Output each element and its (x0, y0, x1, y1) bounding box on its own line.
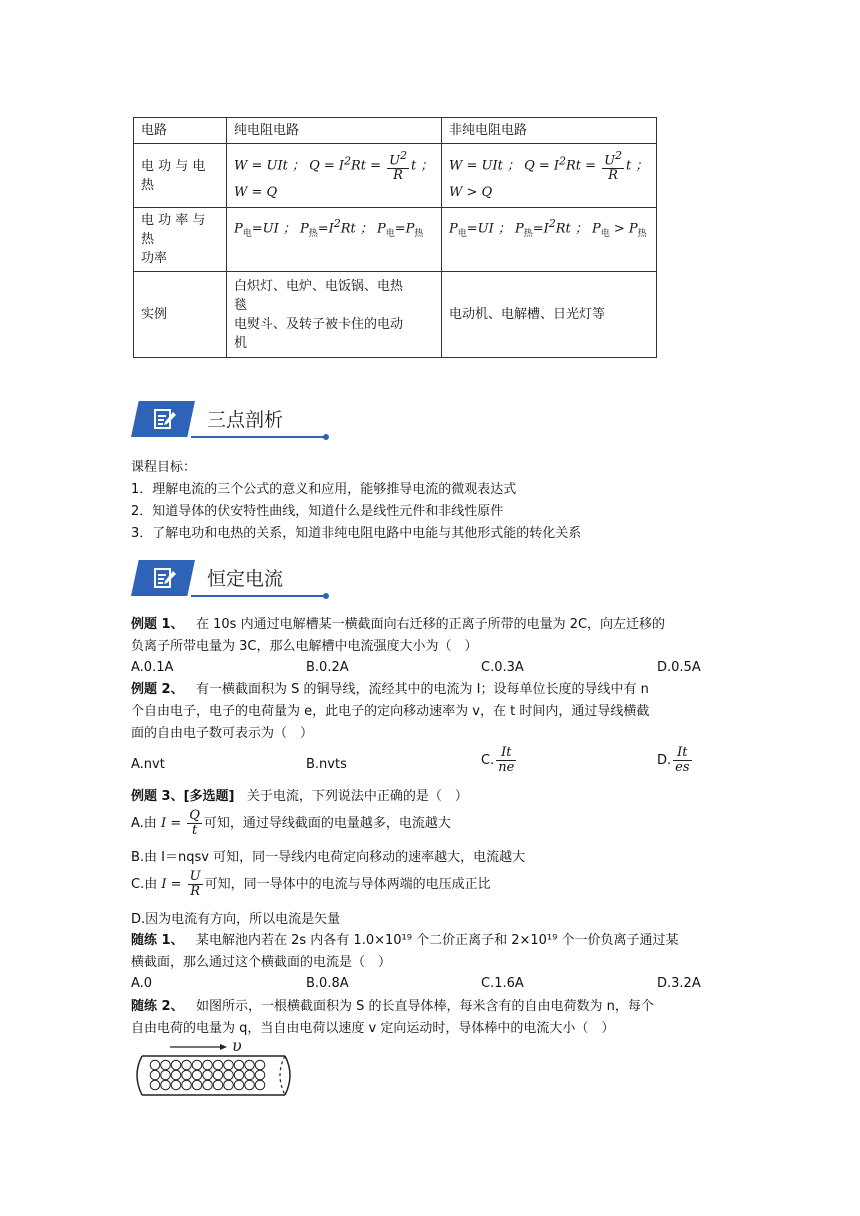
question-text: 关于电流，下列说法中正确的是（ ） (246, 789, 468, 804)
charge-circle (150, 1070, 160, 1080)
charge-circle (150, 1060, 160, 1070)
option-d: D.0.5A (657, 660, 701, 675)
option-d: D.因为电流有方向，所以电流是矢量 (131, 912, 341, 927)
charge-circle (192, 1080, 202, 1090)
goal-item: 2．知道导体的伏安特性曲线，知道什么是线性元件和非线性原件 (131, 504, 504, 519)
fraction-It-over-es: $\frac{It}{es}$ (675, 745, 690, 775)
option-c: C.由 I = $\frac{U}{R}$ 可知，同一导体中的电流与导体两端的电压成正比 (131, 869, 491, 899)
charge-circle (161, 1060, 171, 1070)
table-header-cell: 非纯电阻电路 (442, 118, 657, 144)
charge-circle (245, 1060, 255, 1070)
question-1 (131, 615, 665, 635)
work-heat-formula: W = UIt ； $Q = I^2Rt$ = $\frac{U^2}{R}$ t ； (449, 148, 649, 184)
charge-circle (171, 1070, 181, 1080)
charge-circle (255, 1080, 265, 1090)
practice-1 (131, 931, 678, 951)
fraction-U-over-R: $\frac{U}{R}$ (189, 869, 201, 899)
formula-cell (227, 144, 442, 208)
charge-circle (224, 1070, 234, 1080)
row-label-line: 热 (141, 232, 155, 247)
charge-circle (203, 1070, 213, 1080)
charge-circle (234, 1080, 244, 1090)
row-label (134, 208, 227, 272)
charge-circle (161, 1070, 171, 1080)
charge-circle (203, 1060, 213, 1070)
example-cell (227, 272, 442, 358)
charge-circle (192, 1070, 202, 1080)
charge-circle (234, 1070, 244, 1080)
table-row (134, 144, 657, 208)
charge-circle (182, 1060, 192, 1070)
table-header-cell: 电路 (134, 118, 227, 144)
example-cell: 电动机、电解槽、日光灯等 (442, 272, 657, 358)
option-a: A.nvt (131, 757, 165, 772)
charge-circle (182, 1080, 192, 1090)
velocity-label: υ (232, 1038, 242, 1055)
example-line: 机 (234, 335, 248, 351)
table-row (134, 118, 657, 144)
charge-circle (255, 1070, 265, 1080)
option-d: D.3.2A (657, 976, 701, 991)
power-formula: $P_电=UI$ ； $P_热=I^2Rt$ ； $P_电 > P_热$ (449, 217, 647, 239)
row-label (134, 144, 227, 208)
section-title: 恒定电流 (207, 568, 284, 590)
option-c: C.0.3A (481, 660, 524, 675)
free-charges (150, 1060, 265, 1090)
practice-2 (131, 997, 654, 1017)
question-3 (131, 787, 468, 807)
table-header-cell: 纯电阻电路 (227, 118, 442, 144)
formula-cell (442, 144, 657, 208)
charge-circle (255, 1060, 265, 1070)
rod-right-end (285, 1056, 290, 1095)
question-label: 例题 2、 (131, 682, 184, 697)
notepad-pencil-icon (153, 407, 177, 431)
question-text: 如图所示，一根横截面积为 S 的长直导体棒，每米含有的自由电荷数为 n，每个 (195, 999, 654, 1014)
charge-circle (161, 1080, 171, 1090)
option-b: B.0.8A (306, 976, 349, 991)
charge-circle (182, 1070, 192, 1080)
fraction-It-over-ne: $\frac{It}{ne}$ (498, 745, 515, 775)
arrow-head (220, 1044, 227, 1050)
question-text: 在 10s 内通过电解槽某一横截面向右迁移的正离子所带的电量为 2C，向左迁移的 (195, 617, 666, 632)
notepad-pencil-icon (153, 566, 177, 590)
charge-circle (224, 1080, 234, 1090)
question-text: 面的自由电子数可表示为（ ） (131, 726, 314, 741)
example-line: 毯 (234, 297, 248, 313)
option-a: A.0 (131, 976, 153, 991)
question-text: 某电解池内若在 2s 内各有 1.0×10¹⁹ 个二价正离子和 2×10¹⁹ 个一价负离子通过某 (195, 933, 679, 948)
charge-circle (203, 1080, 213, 1090)
charge-circle (245, 1070, 255, 1080)
charge-circle (192, 1060, 202, 1070)
work-heat-formula: W = UIt ； $Q = I^2Rt$ = $\frac{U^2}{R}$ t ； (234, 148, 434, 184)
option-b: B.0.2A (306, 660, 349, 675)
row-label-line: 电 功 与 电 (141, 158, 206, 174)
goal-heading: 课程目标： (131, 460, 197, 475)
conductor-rod-figure (130, 1038, 300, 1100)
charge-circle (213, 1070, 223, 1080)
section-underline-dot (323, 593, 329, 599)
rod-cross-section (280, 1056, 285, 1095)
charge-circle (245, 1080, 255, 1090)
row-label-line: 热 (141, 177, 155, 193)
formula-cell (227, 208, 442, 272)
question-text: 个自由电子，电子的电荷量为 e，此电子的定向移动速率为 v，在 t 时间内，通过导线横截 (131, 704, 650, 719)
work-heat-relation: W > Q (449, 185, 493, 201)
section-underline (191, 595, 325, 597)
rod-left-end (137, 1056, 142, 1095)
table-row (134, 272, 657, 358)
question-text: 自由电荷的电量为 q，当自由电荷以速度 v 定向运动时，导体棒中的电流大小（ ） (131, 1021, 615, 1036)
option-d: D. $\frac{It}{es}$ (657, 745, 690, 775)
question-text: 横截面，那么通过这个横截面的电流是（ ） (131, 955, 392, 970)
row-label: 实例 (134, 272, 227, 358)
formula-cell (442, 208, 657, 272)
circuit-comparison-table (133, 117, 657, 358)
section-header (131, 401, 329, 441)
charge-circle (150, 1080, 160, 1090)
option-c: C.1.6A (481, 976, 524, 991)
charge-circle (213, 1080, 223, 1090)
question-label: 例题 3、[多选题] (131, 789, 235, 804)
charge-circle (234, 1060, 244, 1070)
charge-circle (171, 1080, 181, 1090)
option-c: C. $\frac{It}{ne}$ (481, 745, 515, 775)
option-b: B.由 I＝nqsv 可知，同一导线内电荷定向移动的速率越大，电流越大 (131, 850, 526, 865)
work-heat-relation: W = Q (234, 185, 278, 201)
question-2 (131, 680, 649, 700)
question-text: 有一横截面积为 S 的铜导线，流经其中的电流为 I；设每单位长度的导线中有 n (195, 682, 649, 697)
section-underline-dot (323, 434, 329, 440)
question-label: 随练 1、 (131, 933, 184, 948)
question-label: 例题 1、 (131, 617, 184, 632)
example-line: 电熨斗、及转子被卡住的电动 (234, 316, 404, 332)
charge-circle (224, 1060, 234, 1070)
option-a: A.0.1A (131, 660, 174, 675)
example-line: 白炽灯、电炉、电饭锅、电热 (234, 278, 404, 294)
goal-item: 3．了解电功和电热的关系，知道非纯电阻电路中电能与其他形式能的转化关系 (131, 526, 582, 541)
power-formula: $P_电=UI$ ； $P_热=I^2Rt$ ； $P_电=P_热$ (234, 217, 424, 239)
question-text: 负离子所带电量为 3C，那么电解槽中电流强度大小为（ ） (131, 639, 478, 654)
section-title: 三点剖析 (207, 409, 284, 431)
charge-circle (171, 1060, 181, 1070)
row-label-line: 电 功 率 与 (141, 213, 206, 228)
table-row (134, 208, 657, 272)
option-b: B.nvts (306, 757, 347, 772)
section-header (131, 560, 329, 600)
section-underline (191, 436, 325, 438)
option-a: A.由 I = $\frac{Q}{t}$ 可知，通过导线截面的电量越多，电流越大 (131, 808, 451, 838)
fraction-Q-over-t: $\frac{Q}{t}$ (189, 808, 200, 838)
charge-circle (213, 1060, 223, 1070)
goal-item: 1．理解电流的三个公式的意义和应用，能够推导电流的微观表达式 (131, 482, 517, 497)
row-label-line: 功率 (141, 251, 168, 266)
question-label: 随练 2、 (131, 999, 184, 1014)
